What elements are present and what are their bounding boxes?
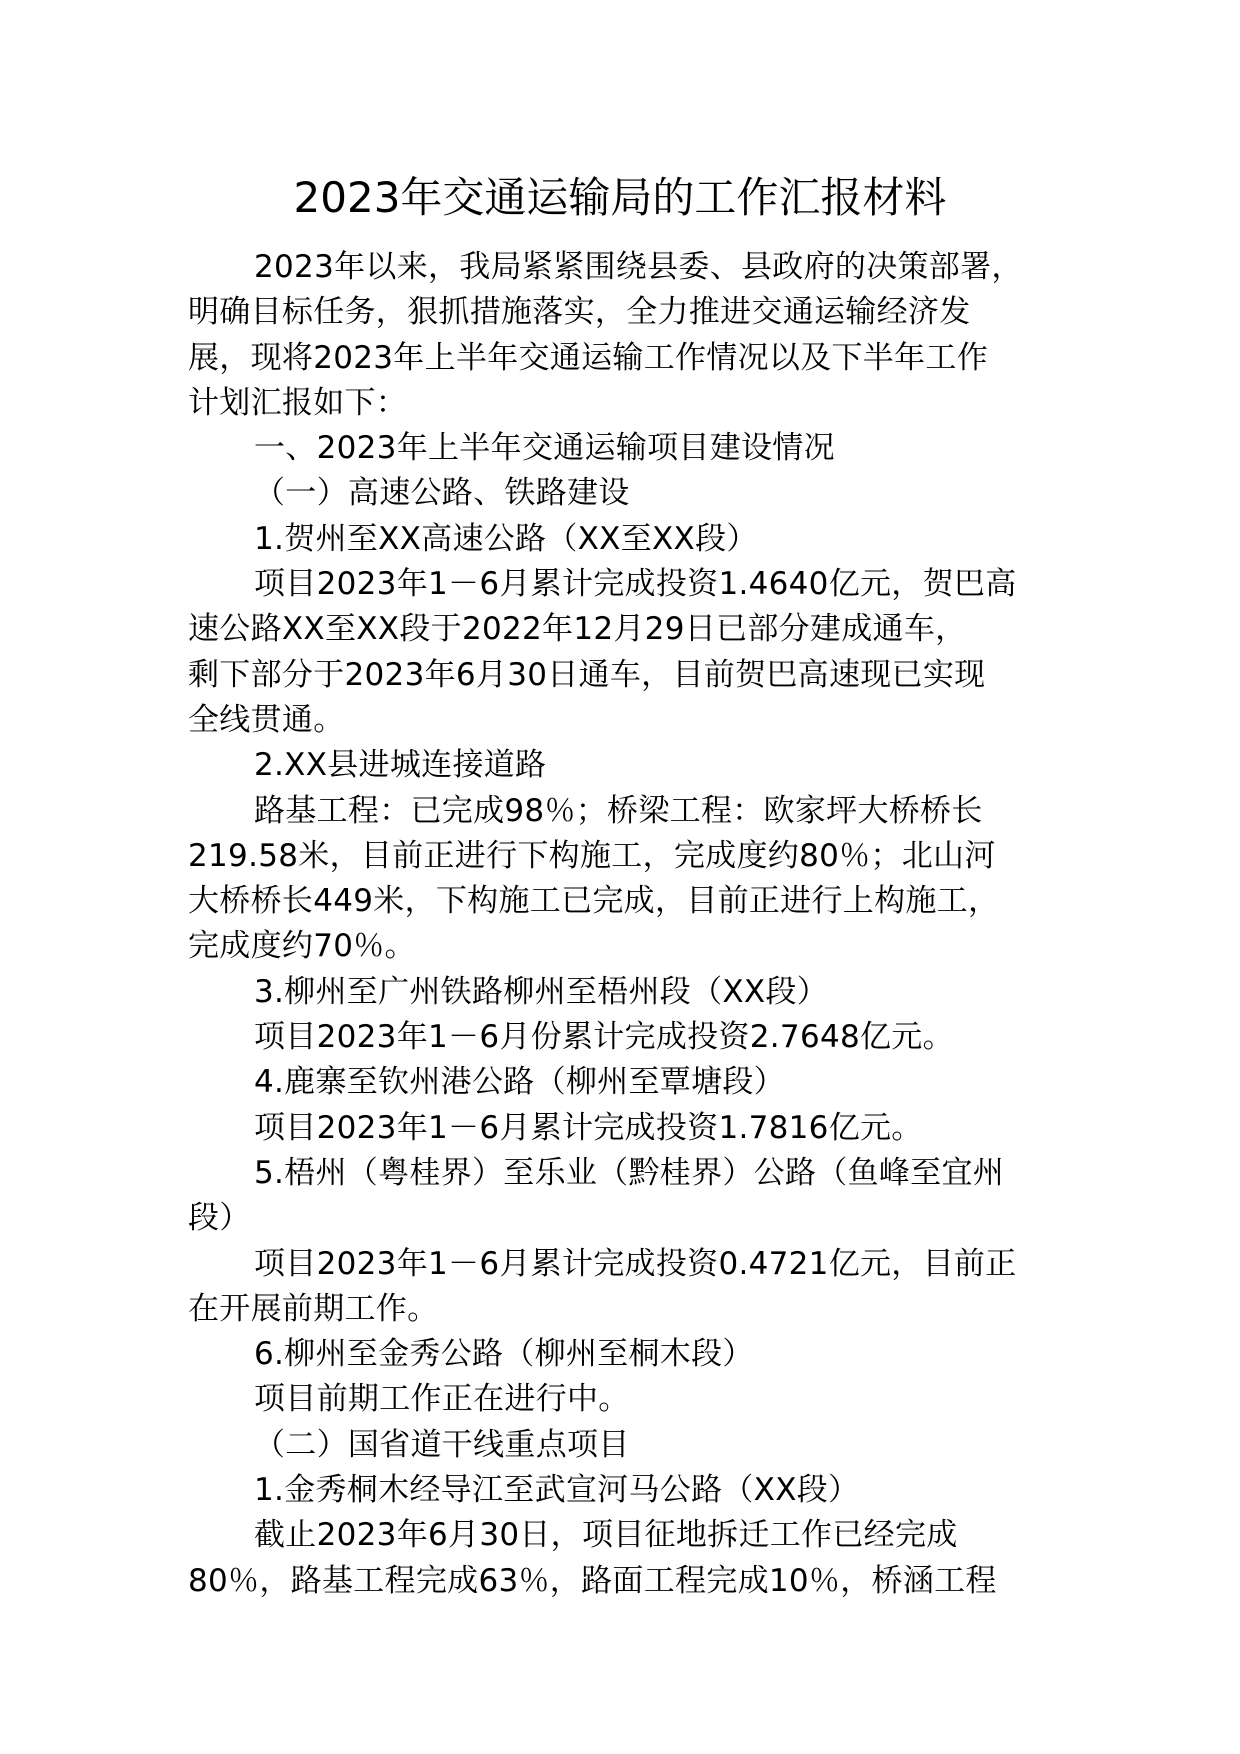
text-line: 项目2023年1－6月累计完成投资0.4721亿元，目前正 bbox=[254, 1245, 1017, 1282]
text-line: 2023年以来，我局紧紧围绕县委、县政府的决策部署， bbox=[254, 249, 1023, 285]
text-line: 展，现将2023年上半年交通运输工作情况以及下半年工作 bbox=[188, 339, 988, 376]
text-line: 项目前期工作正在进行中。 bbox=[254, 1381, 630, 1418]
text-line: 完成度约70％。 bbox=[188, 928, 416, 965]
text-line: 1.金秀桐木经导江至武宣河马公路（XX段） bbox=[254, 1472, 860, 1509]
text-line: 3.柳州至广州铁路柳州至梧州段（XX段） bbox=[254, 973, 829, 1010]
text-line: 大桥桥长449米，下构施工已完成，目前正进行上构施工， bbox=[188, 883, 1000, 920]
text-line: 2.XX县进城连接道路 bbox=[254, 747, 547, 784]
text-line: 截止2023年6月30日，项目征地拆迁工作已经完成 bbox=[254, 1517, 958, 1554]
text-line: （二）国省道干线重点项目 bbox=[254, 1426, 630, 1463]
text-line: 80％，路基工程完成63％，路面工程完成10％，桥涵工程 bbox=[188, 1562, 997, 1599]
text-line: 在开展前期工作。 bbox=[188, 1290, 439, 1327]
text-line: 4.鹿寨至钦州港公路（柳州至覃塘段） bbox=[254, 1064, 785, 1101]
text-line: 段） bbox=[188, 1200, 251, 1237]
text-line: 全线贯通。 bbox=[188, 701, 345, 738]
text-line: 5.梧州（粤桂界）至乐业（黔桂界）公路（鱼峰至宜州 bbox=[254, 1154, 1005, 1191]
document-body bbox=[188, 245, 1063, 1604]
document-title: 2023年交通运输局的工作汇报材料 bbox=[293, 173, 947, 222]
text-line: 1.贺州至XX高速公路（XX至XX段） bbox=[254, 520, 758, 557]
text-line: 219.58米，目前正进行下构施工，完成度约80％；北山河 bbox=[188, 837, 996, 874]
text-line: 路基工程：已完成98％；桥梁工程：欧家坪大桥桥长 bbox=[254, 792, 983, 829]
text-line: （一）高速公路、铁路建设 bbox=[254, 475, 630, 512]
text-line: 速公路XX至XX段于2022年12月29日已部分建成通车， bbox=[188, 611, 967, 648]
text-line: 计划汇报如下： bbox=[188, 384, 408, 421]
text-line: 6.柳州至金秀公路（柳州至桐木段） bbox=[254, 1336, 754, 1373]
text-line: 明确目标任务，狠抓措施落实，全力推进交通运输经济发 bbox=[188, 294, 971, 331]
text-line: 一、2023年上半年交通运输项目建设情况 bbox=[254, 430, 835, 467]
text-line: 项目2023年1－6月累计完成投资1.7816亿元。 bbox=[254, 1109, 923, 1146]
text-line: 项目2023年1－6月份累计完成投资2.7648亿元。 bbox=[254, 1019, 954, 1056]
text-line: 剩下部分于2023年6月30日通车，目前贺巴高速现已实现 bbox=[188, 656, 986, 693]
text-line: 项目2023年1－6月累计完成投资1.4640亿元，贺巴高 bbox=[254, 566, 1017, 603]
